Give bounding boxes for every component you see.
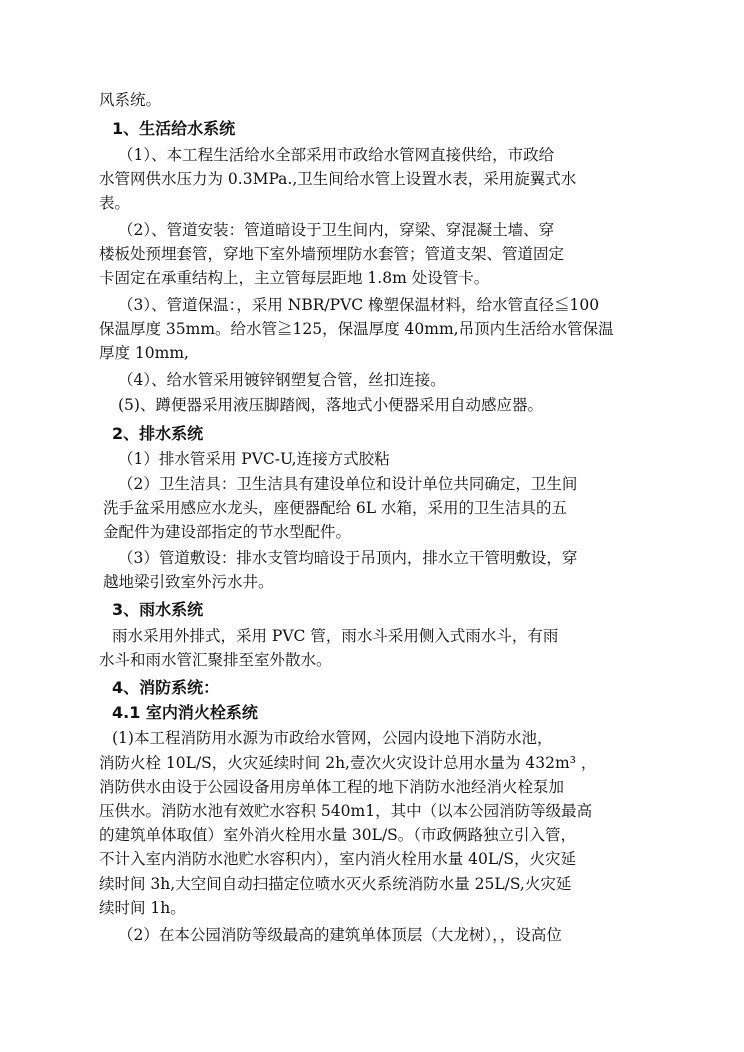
- text-line: 的建筑单体取值）室外消火栓用水量 30L/S。（市政俩路独立引入管，: [99, 826, 577, 844]
- text-line: （2）卫生洁具：卫生洁具有建设单位和设计单位共同确定，卫生间: [118, 475, 578, 493]
- text-line: 水管网供水压力为 0.3MPa.,卫生间给水管上设置水表，采用旋翼式水: [99, 170, 577, 188]
- text-line: 楼板处预埋套管，穿地下室外墙预埋防水套管；管道支架、管道固定: [99, 245, 565, 263]
- text-line: 水斗和雨水管汇聚排至室外散水。: [99, 651, 332, 669]
- text-line: (1)本工程消防用水源为市政给水管网，公园内设地下消防水池，: [112, 729, 553, 747]
- text-line: （2）、管道安装：管道暗设于卫生间内，穿梁、穿混凝土墙、穿: [118, 221, 555, 239]
- text-line: （3）、管道保温：，采用 NBR/PVC 橡塑保温材料，给水管直径≦100: [118, 296, 600, 314]
- text-line: （3）管道敷设：排水支管均暗设于吊顶内，排水立干管明敷设，穿: [118, 549, 578, 567]
- text-line: 表。: [99, 194, 131, 212]
- section-heading: 3、雨水系统: [112, 600, 204, 619]
- text-line: 洗手盆采用感应水龙头，座便器配给 6L 水箱，采用的卫生洁具的五: [103, 499, 568, 517]
- section-heading: 2、排水系统: [112, 424, 204, 443]
- section-heading: 4、消防系统：: [112, 678, 220, 697]
- text-line: 不计入室内消防水池贮水容积内），室内消火栓用水量 40L/S，火灾延: [99, 850, 577, 868]
- section-heading: 1、生活给水系统: [112, 119, 236, 138]
- text-line: 续时间 3h,大空间自动扫描定位喷水灭火系统消防水量 25L/S,火灾延: [99, 875, 572, 893]
- text-line: 厚度 10mm,: [99, 344, 189, 362]
- text-line: 消防火栓 10L/S，火灾延续时间 2h,壹次火灾设计总用水量为 432m³ ，: [99, 754, 597, 772]
- text-line: （1）排水管采用 PVC-U,连接方式胶粘: [118, 450, 390, 468]
- text-line: 续时间 1h。: [99, 899, 186, 917]
- text-line: 压供水。消防水池有效贮水容积 540m1，其中（以本公园消防等级最高: [99, 802, 593, 820]
- subsection-heading: 4.1 室内消火栓系统: [112, 703, 258, 722]
- text-line: （2）在本公园消防等级最高的建筑单体顶层（大龙树），，设高位: [118, 926, 562, 944]
- text-line: 金配件为建设部指定的节水型配件。: [103, 523, 352, 541]
- text-line: 卡固定在承重结构上，主立管每层距地 1.8m 处设管卡。: [99, 269, 490, 287]
- text-line: 雨水采用外排式，采用 PVC 管，雨水斗采用侧入式雨水斗，有雨: [112, 627, 559, 645]
- text-line: (5)、蹲便器采用液压脚踏阀，落地式小便器采用自动感应器。: [118, 396, 543, 414]
- text-line: 越地梁引致室外污水井。: [103, 573, 274, 591]
- text-line: 保温厚度 35mm。给水管≧125，保温厚度 40mm,吊顶内生活给水管保温: [99, 320, 614, 338]
- text-line: 风系统。: [99, 91, 162, 109]
- text-line: （4）、给水管采用镀锌钢塑复合管，丝扣连接。: [118, 371, 446, 389]
- text-line: 消防供水由设于公园设备用房单体工程的地下消防水池经消火栓泵加: [99, 778, 565, 796]
- text-line: （1）、本工程生活给水全部采用市政给水管网直接供给，市政给: [118, 146, 555, 164]
